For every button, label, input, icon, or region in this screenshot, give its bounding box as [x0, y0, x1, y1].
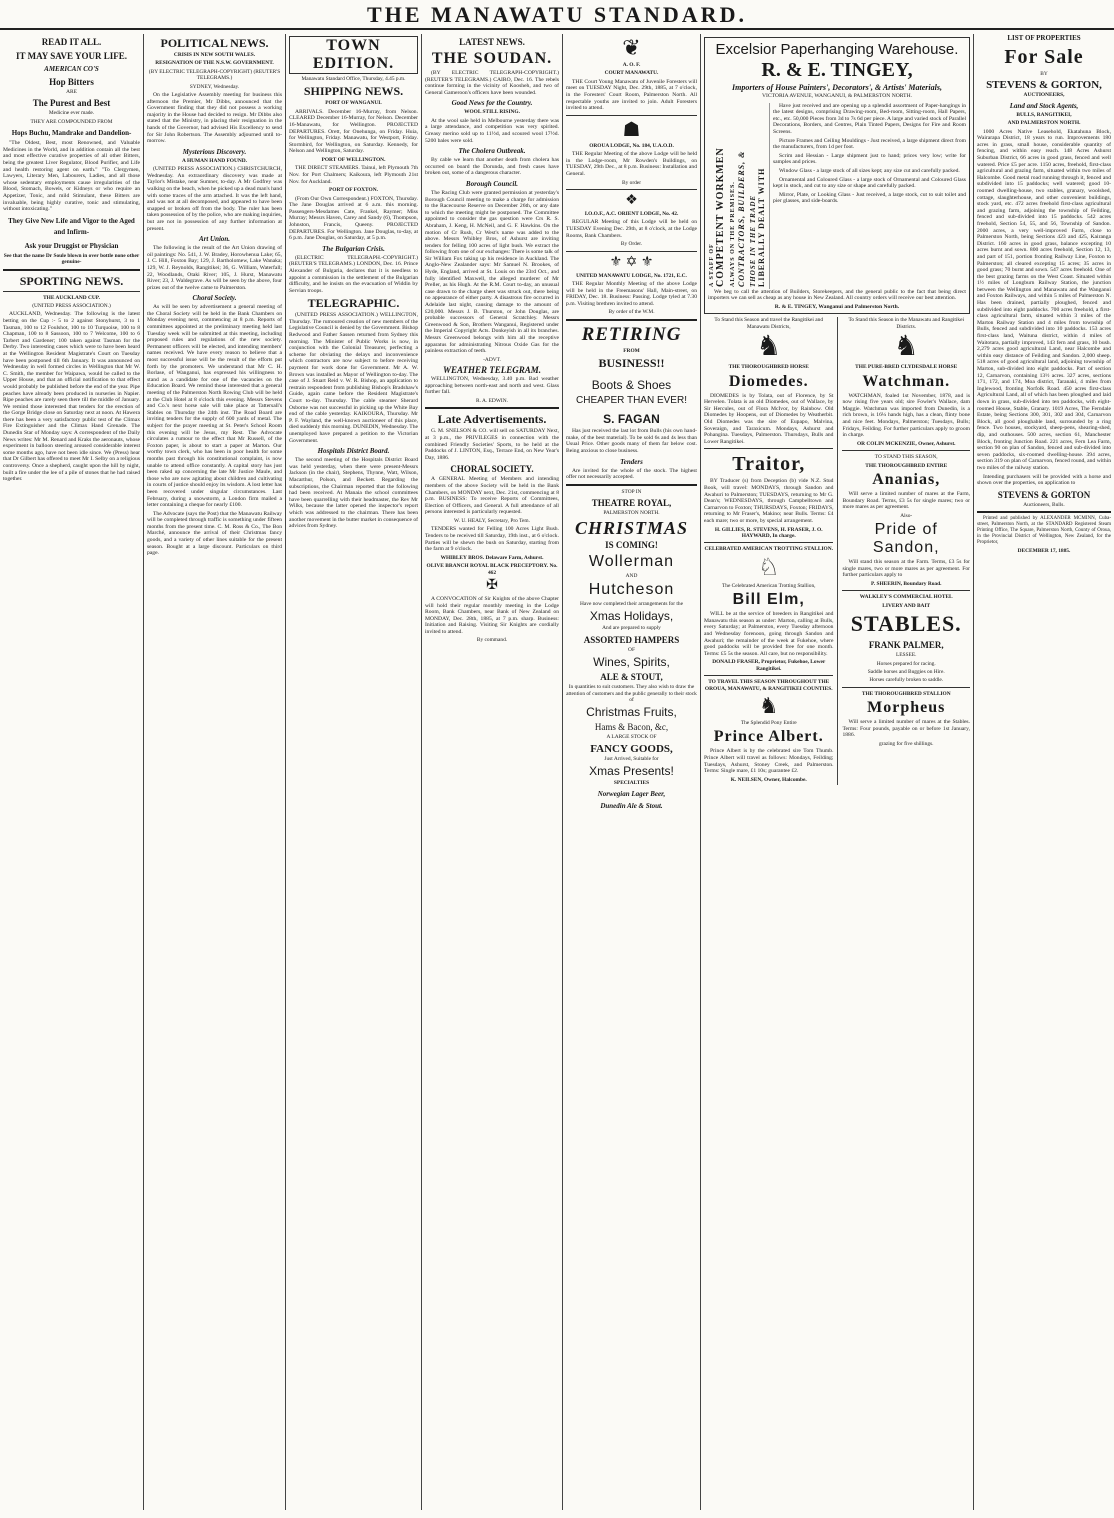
section-heading: TELEGRAPHIC. — [307, 296, 400, 311]
divider — [566, 484, 697, 486]
ad-headline: Boots & Shoes — [591, 378, 672, 393]
ad-subheadline: Importers of House Painters', Decorators', & Artists' Materials, — [732, 83, 942, 92]
ad-body: Will serve a limited number of mares at the Stables. Terms: Four pounds, payable on or before 1st January, 1886. — [842, 719, 970, 739]
ad-ingredients: Hops Buchu, Mandrake and Dandelion- — [11, 129, 132, 138]
article-body: The Racing Club were granted permission at yesterday's Borough Council meeting to make a charge for admission to the Racecourse Reserve on December 26th, or any date to which the meeting might be postponed. The Committee appointed to consider the gas question were Crs R. S. Abraham, J. Keng, H. McNeil, and G. F. Hawkins. On the motion of Cr Rush, Cr West's name was added to the above. Messrs Whibley Bros, of Ashurst are inviting tenders for felling 100 acres of light bush. We extract the following from one of our exchanges: There is some talk of Sir William Fox taking up his residence in Auckland. The Anglo-New Zealander says: Mr Samuel N. Brookes, of Hyde, England, arrived at St. Louis on the 23rd Oct., and fully identified Maxwell, the alleged murderer of Mr Preller, as his Hugh. At the R.M. Court to-day, an unusual case drawn to the charge sheet was struck out, there being no appearance of either party. A disastrous fire occurred in Adelaide last night, causing damage to the amount of £20,000. Messrs J. B. Thurston, or John Douglas, are probable successors of General Scratchley. Messrs Greenwood & Son, Brothers Wanganui, Registered under the Imperial Copyright Acts. Donkeyish in all its branches. Messrs Greenwood belongs with him all the receptive apparatus for administrating Nitrous Oxide Gas for the painless extraction of teeth. — [425, 189, 559, 355]
ad-body: We beg to call the attention of Builders, Storekeepers, and the general public to the fact that being direct importers we can sell as cheap as any house in New Zealand. All country orders will receive our best attention. — [708, 288, 966, 302]
ad-label: TO TRAVEL THIS SEASON THROUGHOUT THE OROUA, MANAWATU, & RANGITIKEI COUNTIES. — [704, 679, 833, 692]
article-body: (ELECTRIC TELEGRAPH.-COPYRIGHT.) (REUTER'S TELEGRAMS.) LONDON, Dec. 16. Prince Alexander of Bulgaria, declares that it is needless to appoint a commission in the settlement of the Bulgarian difficulty, and he insists on the evacuation of Widdin by Servian troops. — [289, 254, 418, 294]
signature: H. GILLIES, R. STEVENS, H. FRASER, J. O. HAYWARD, In charge. — [714, 526, 823, 539]
ad-headline: UNITED MANAWATU LODGE, No. 1721, E.C. — [576, 272, 687, 279]
ad-headline: STABLES. — [850, 611, 962, 637]
article-body: On the Legislative Assembly meeting for business this afternoon the Premier, Mr Dibbs, announced that the Government finding that they did not possess a working majority in the House had decided to resign. Mr Dibbs also stated that the Ministry, in placing their resignation in the hands of the Governor, had advised His Excellency to send for Sir John Robertson. The Assembly adjourned until to-morrow. — [147, 92, 282, 145]
ad-headline: Wines, Spirits, — [593, 655, 670, 670]
ad-headline: READ IT ALL. — [41, 37, 102, 47]
ad-text: Just Arrived, Suitable for — [604, 755, 659, 762]
article-headline: CRISIS IN NEW SOUTH WALES. — [173, 52, 256, 58]
ad-product: Hop Bitters — [49, 77, 94, 87]
article-headline: Borough Council. — [465, 179, 519, 188]
signature: K. NEILSEN, Owner, Halcombe. — [730, 776, 807, 783]
ad-body: A CONVOCATION of Sir Knights of the above Chapter will hold their regular monthly meeting in the Lodge Room, Bank Chambers, near Bank of New Zealand on MONDAY, Dec. 28th, 1885, at 7 p.m. sharp. Business: Initiation and Raising. Visiting Sir Knights are cordially invited to attend. — [425, 595, 559, 635]
column-7 — [974, 34, 1114, 1510]
signature: By order — [621, 179, 641, 186]
ad-name: Diomedes. — [728, 372, 809, 390]
ad-text: TO STAND THIS SEASON, — [874, 454, 938, 461]
ad-body: G. M. SNELSON & CO. will sell on SATURDAY Next, at 3 p.m., the PRIVILEGES in connection with the combined Friendly Societies' Sports, to be held at the Paddocks of J. LINTON, Esq., Terrace End, on New Year's Day, 1886. — [425, 428, 559, 461]
ad-text: Horses carefully broken to saddle. — [869, 677, 944, 684]
ad-address: BULLS, RANGITIKEI, — [1016, 111, 1072, 118]
edition-heading: TOWN EDITION. — [289, 36, 418, 74]
divider — [566, 115, 697, 116]
ad-text: ARE — [66, 89, 77, 95]
ad-text: LESSEE. — [895, 652, 917, 659]
divider — [566, 251, 697, 252]
ad-body: "The Oldest, Best, most Renowned, and Valuable Medicines in the World, and in addition contain all the best and most effective curative properties of all other Bitters, being the greatest Liver Regulator, Blood Purifier, and Life and health restoring agent on earth." "To Clergymen, Lawyers, Literary Men, Labourers, Ladies, and all those whose sedentary employments cause irregularities of the Blood, Stomach, Bowels, or Kidneys or who require an Appetizer, Tonic, and mild Stimulant, these Bitters are invaluable, being highly curative, tonic and stimulating, without intoxicating." — [3, 140, 140, 213]
article-headline: THE AUCKLAND CUP. — [43, 294, 100, 301]
pony-icon: ♞ — [758, 692, 779, 718]
ad-headline: Xmas Presents! — [589, 764, 674, 779]
ad-headline: Hams & Bacon, &c, — [594, 722, 669, 733]
ad-text: BY — [1040, 71, 1048, 77]
article-headline: The Bulgarian Crisis. — [322, 244, 385, 253]
ad-name: Watchman. — [862, 372, 951, 390]
banner-text: ALWAYS ON THE PREMISES. — [730, 180, 736, 287]
divider — [425, 407, 559, 409]
signature: W. U. HEALY, Secretary, Pro Tem. — [454, 517, 530, 524]
ad-headline: Ask your Druggist or Physician — [24, 241, 119, 250]
ad-text: STOP IN — [621, 488, 642, 495]
article-body: AUCKLAND, Wednesday. The following is the latest betting on the Cup :- 5 to 2 against Stonyhurst, 3 to 1 Tasman, 100 to 12 Foulshot, 100 to 10 Turquoise, 100 to 8 Chapman, 100 to 8 Sassoon, 100 to 7 Welcome, 100 to 6 Tarbert and Gardener; 100 taken against Tasman for the Derby. Two interesting cases which were to have been heard at the Wellington Resident Magistrate's Court on Tuesday have been postponed till 6th January. It was announced on Wednesday in well formed circles in Wellington that Mr W. C. Smith, the member for Waipawa, would be called to the Upper House, and that an official notification to that effect would probably be published before the end of the year. Pipe peaches have already been produced in nurseries in Napier. Ripe peaches are rarely seen there till the middle of January. We remind those interested that tenders for the erection of the Gorge Bridge close on Saturday next at noon. At Hawera there has been a very satisfactory public test of the Climax Fire Extinguisher and the Climax Hand Grenade. The Dunedin Star of Monday says: A correspondent of the Daily News writes: Mr M. Renard and Kraks the aeronauts, whose experiment in balloon steering aroused considerable interest some months ago, have not been idle since. We (Press) hear that Dr Gilbert has offered to meet Mr I. Selby on a religious controversy. Once a shepherd, caught upon the hill by night, built a fire under the lee of a pile of stones that he had raised together. — [3, 311, 140, 483]
ad-headline: WALKLEY'S COMMERCIAL HOTEL — [859, 594, 953, 601]
section-heading: SPORTING NEWS. — [19, 273, 124, 288]
ad-text: To Stand this Season in the Manawatu and Rangitikei Districts. — [848, 317, 964, 330]
article-headline: Choral Society. — [192, 294, 237, 303]
column-5 — [563, 34, 700, 1510]
ad-body: A GENERAL Meeting of Members and intending members of the above Society will be held in the Bank Chambers, on MONDAY next, Dec. 21st, commencing at 8 p.m. BUSINESS: To receive Reports of Committees, Election of Officers, and General. A full attendance of all persons interested is particularly requested. — [425, 476, 559, 516]
banner-text: A STAFF OF — [709, 242, 715, 287]
imprint-date: DECEMBER 17, 1885. — [1017, 548, 1071, 555]
ad-item: Mirror, Plate, or Looking Glass - Just received, a large stock, cut to suit toilet and pier glasses, and side-boards. — [773, 191, 966, 205]
article-headline: PORT OF WELLINGTON. — [321, 156, 386, 163]
ad-name: Morpheus — [867, 699, 946, 717]
ad-body: REGULAR Meeting of this Lodge will be held on TUESDAY Evening Dec. 29th, at 8 o'clock, at the Lodge Rooms, Bank Chambers. — [566, 219, 697, 239]
ad-text: PALMERSTON NORTH. — [603, 510, 660, 517]
dateline: SYDNEY, Wednesday. — [189, 83, 240, 90]
signature: By command. — [476, 637, 508, 644]
section-heading: LATEST NEWS. — [459, 37, 525, 47]
section-heading: Late Advertisements. — [437, 412, 547, 427]
ad-item: Ornamental and Coloured Glass - a large stock of Ornamental and Coloured Glass kept in stock, and cut to any size or shape and carefully packed. — [773, 176, 966, 190]
ad-body: Will stand this season at the Farm. Terms, £3 5s for single mares, two or more mares as per agreement. For further particulars apply to — [842, 559, 970, 579]
ad-text: AUCTIONEERS, — [1023, 92, 1065, 99]
divider — [977, 511, 1111, 513]
ad-body: Will serve a limited number of mares at the Farm, Boundary Road. Terms, £3 5s for single mares; two or more mares as per agreement. — [842, 490, 970, 511]
ad-name: STEVENS & GORTON — [997, 489, 1091, 500]
column-6 — [701, 34, 973, 1510]
divider — [704, 542, 833, 543]
column-3 — [286, 34, 421, 1510]
article-body: The second meeting of the Hospitals District Board was held yesterday, when there were present-Messrs Jackson (in the chair), Stephens, Thynne, Watt, Wilson, Macarthur, Polson, and Beckett. Regarding the subscriptions, the Chairman reported that the following had been received. At Manaia the school committees have been quarrelling with their headmaster, the Rev Mr Wilks, because the latter opened the inspector's report which was addressed to the chairman. There has been another movement in the butter market in consequence of advices from Sydney. — [289, 457, 418, 530]
ad-subheadline: Land and Stock Agents, — [1009, 101, 1079, 110]
tingey-ad — [704, 37, 970, 314]
ad-headline: A. O. F. — [622, 62, 641, 68]
ad-headline: Excelsior Paperhanging Warehouse. — [715, 41, 959, 58]
divider — [842, 687, 970, 688]
article-subheadline: A HUMAN HAND FOUND. — [182, 157, 247, 164]
signature: By order of the W.M. — [608, 309, 655, 316]
clydesdale-icon: ♞ — [893, 331, 919, 363]
ad-item: Scrim and Hessian - Large shipment just to hand; prices very low; write for samples and prices. — [773, 152, 966, 166]
ad-body: Has just received the last lot from Bulls (his own hand-make, of the best material). To be sold 6s and 4s less than Usual Price. Other goods many of them far below cost. Being anxious to close business. — [566, 428, 697, 454]
ad-headline: CHEAPER THAN EVER! — [576, 395, 687, 407]
ad-text: grazing for five shillings. — [878, 740, 934, 747]
ad-headline: OLIVE BRANCH ROYAL BLACK PRECEPTORY. No. 462 — [426, 563, 558, 576]
signature: By Order. — [620, 241, 643, 248]
subcolumn-left — [704, 317, 833, 785]
ad-text: A LARGE STOCK OF — [606, 734, 657, 741]
ad-headline: The Purest and Best — [32, 98, 111, 109]
ad-item: Window Glass - a large stock of all sizes kept; any size cut and carefully packed. — [779, 167, 960, 174]
ad-body: Prince Albert is by the celebrated sire Tom Thumb. Prince Albert will travel as follows: Mondays, Feilding; Tuesdays, Ashurst, Stoney Creek, and Palmerston. Terms: Single mare, £1 10s; guarantee £2. — [704, 748, 834, 775]
ad-text: Saddle horses and Buggies on Hire. — [867, 668, 945, 675]
article-body: ARRIVALS. December 16-Murray, from Nelson. CLEARED December 16-Murray, for Nelson. December 16-Manawatu, for Wellington. PROJECTED DEPARTURES. Orett, for Onehunga, on Friday. Huia, for Wellington, Friday. Manawatu, for Westport, Friday. Stormbird, for Wellington, on Saturday. Kennedy, for Nelson and Wellington, Saturday. — [289, 108, 418, 155]
ad-headline: THEATRE ROYAL, — [591, 498, 672, 509]
ad-headline: ALE & STOUT, — [600, 672, 663, 683]
article-subheadline: RESIGNATION OF THE N.S.W. GOVERNMENT. — [155, 60, 274, 67]
signature: P. SHEERIN, Boundary Road. — [870, 580, 942, 587]
ad-name: R. & E. TINGEY, — [761, 59, 913, 81]
ad-text: Medicine ever made. — [48, 110, 95, 117]
ad-name: Bill Elm, — [732, 591, 805, 609]
signature: R. A. EDWIN. — [476, 397, 508, 404]
ad-label: THE THOROUGHBRED STALLION — [861, 690, 951, 697]
article-body: By cable we learn that another death from cholera has occurred on board the Dorunda, and fresh cases have broken out, some of a dangerous character. — [425, 157, 559, 177]
druids-emblem-icon: ☗ — [622, 118, 641, 141]
ad-body: DIOMEDES is by Tolata, out of Florence, by St Hervelen. Tolata is an old Diomedes, out of Wallace, by Sir Hercules, out of Flora McIvor, by Rainbow. Old Diomedes by Hoopens, out of Diomedes by Weatherbit. Old Diomedes was the sire of Eupapo, Malvina, Soveraign, and Taraxicum. Mondays, Ashurst and Pohangina. Tuesdays, Palmerston. Thursdays, Bulls and Lower Rangitikei. — [704, 392, 834, 445]
ad-text: FROM — [623, 347, 640, 354]
ad-name: Hutcheson — [588, 580, 675, 598]
ad-body: THE Regular Meeting of the above Lodge will be held in the Lodge-room, Mr Rowden's Buildings, on TUESDAY, 29th Dec., at 8 p.m. Business: Installation and General. — [566, 151, 697, 177]
article-body: (BY ELECTRIC TELEGRAPH-COPYRIGHT.) (REUTER'S TELEGRAMS.) CAIRO, Dec. 16. The rebels continue forming in the vicinity of Koosheh, and two of General Gameroon's officers have been wounded. — [425, 70, 559, 96]
ad-headline: LIST OF PROPERTIES — [1007, 34, 1081, 42]
article-subheadline: WOOL STILL RISING. — [464, 109, 520, 116]
advt-mark: -ADVT. — [483, 356, 501, 363]
ad-headline: Tenders — [620, 457, 643, 466]
ad-headline: COURT MANAWATU. — [604, 70, 659, 77]
ad-headline: Christmas Fruits, — [586, 705, 677, 720]
ad-body: Have just received and are opening up a splendid assortment of Paper-hangings in the latest designs, comprising Drawing-room, Bed-room, Sitting-room, Hall Papers, etc., etc. 50,000 Pieces from 3d to 7s 6d per piece. A large and varied stock of Parallel Decorations, Borders, and Centres, Plain Tinted Papers, Designs for Fire and Room Screens. — [773, 102, 966, 135]
lodge-emblem-icon: ✠ — [486, 577, 498, 593]
ad-label: THE THOROUGHBRED ENTIRE — [865, 462, 948, 469]
trotter-icon: ♘ — [757, 554, 780, 581]
ad-headline: For Sale — [1004, 46, 1084, 68]
ad-body: WILL be at the service of breeders in Rangitikei and Manawatu this season as under: Marton, calling at Bulls, every Saturday; at Palmerston, every Tuesday afternoon and Wednesday forenoon, going through Sandon and Awahuri; the remainder of the week at Fukehoe, where good paddocks will be provided free for one month. Terms: £5 5s the season. All care, but no responsibility. — [704, 611, 834, 657]
ad-headline: LIVERY AND BAIT — [882, 602, 931, 609]
section-heading: SHIPPING NEWS. — [303, 84, 404, 99]
ad-item: Picture Frames and Ceiling Mouldings - Just received, a large shipment direct from the manufacturers, from 1d per foot. — [773, 137, 966, 151]
edition-time: Manawatu Standard Office, Thursday, 4.45 p.m. — [301, 76, 406, 82]
article-body: WELLINGTON, Wednesday, 3.40 p.m. Bad weather approaching between north-east and north and west. Glass further fall. — [425, 376, 559, 396]
vertical-banner — [708, 103, 770, 289]
signature: DONALD FRASER, Proprietor, Fukehoe, Lower Rangitikei. — [712, 659, 826, 672]
ad-label: CELEBRATED AMERICAN TROTTING STALLION. — [704, 546, 833, 553]
banner-text: COMPETENT WORKMEN — [715, 146, 726, 287]
article-body: At the wool sale held in Melbourne yesterday there was a large attendance, and competition was very spirited. Greasy merino sold up to 11½d, and scoured wool 17½d. 5200 bales were sold. — [425, 117, 559, 144]
ad-text: OF — [628, 646, 635, 653]
banner-text: LIBERALLY DEALT WITH — [757, 167, 766, 287]
ad-body: BY Traducer (s) from Deception (b) vide N.Z. Stud Book, will travel: MONDAYS, through Sandon and Awahuri to Palmerston; TUESDAYS, returning to Mr G. Dean's; WEDNESDAYS, through Campbelltown and Carnarvon to Foxton; THURSDAYS, Foxton; FRIDAYS, returning to Mr Fraser's, Makino; near Bulls. Terms: £4 each mare; two or more, by special arrangement. — [704, 478, 834, 524]
ad-headline: IS COMING! — [605, 539, 658, 550]
ad-name: S. FAGAN — [603, 412, 660, 427]
article-source: (BY ELECTRIC TELEGRAPH-COPYRIGHT) (REUTER'S TELEGRAMS.) — [148, 68, 281, 82]
article-body: The following is the result of the Art Union drawing of oil paintings: No. 541, J. W. Bradey, Horowhenua Lake; 65, J. C. Hill, Foxton Bay; 129, J. Bartholomew, Lake Wanaka; 129, W. J. Reynolds, Rangitikei; 36, G. William, Waterfall; 22, Woodlands, Otaki River; 105, J. Hurst, Manawatu River; 23, J. Waldegrave. As will be seen by the above, four prizes out of the twelve came to Palmerston. — [147, 245, 282, 291]
article-headline: Mysterious Discovery. — [182, 147, 247, 156]
ad-headline: Xmas Holidays, — [589, 609, 674, 624]
ad-warning: See that the name Dr Soule blown in over bottle none other genuine- — [3, 252, 140, 266]
ad-text: SPECIALTIES — [613, 780, 650, 787]
ad-body: THE Regular Monthly Meeting of the above Lodge will be held in the Freemasons' Hall, Main-street, on FRIDAY, Dec. 18. Business: Passing. Lodge tyled at 7.30 p.m. Visiting brethren invited to attend. — [566, 280, 697, 307]
banner-text: CONTRACTORS, BUILDERS, & — [737, 150, 746, 287]
ad-text: To Stand this Season and travel the Rangitikei and Manawatu Districts, — [714, 317, 824, 330]
ad-name: Ananias, — [872, 470, 941, 488]
ad-body: TENDERS wanted for Felling 100 Acres Light Bush. Tenders to be received till Saturday, 19th inst., at 6 o'clock. Parties will be shewn the bush on Saturday, starting from the farm at 9 o'clock. — [425, 526, 559, 553]
article-body: (From Our Own Correspondent.) FOXTON, Thursday. The Jane Douglas arrived at 6 a.m. this morning. Passengers-Mesdames Cate, Frankel, Raymer; Miss Murray; Messrs Haven, Carey and Sandy (6), Thompson, Johnston, Francis, Queeny. PROJECTED DEPARTURES. For Wellington. Jane Douglas, to-day, at 6 p.m. Jane Douglas, on Saturday, at 5 p.m. — [289, 195, 418, 242]
ad-name: Traitor, — [732, 453, 806, 476]
article-body: (UNITED PRESS ASSOCIATION.) WELLINGTON, Thursday. The rumoured creation of new members of the Legislative Council is denied by the Government. Bishop Redwood and Father Sassen returned from Sydney this morning. The Minister of Public Works is now, in conjunction with the Colonial Treasurer, perfecting a scheme for obviating the delays and inconvenience which contractors are now subject to before receiving payment for work done for Government. Mr A. W. Brown was installed as Mayor of Wellington to-day. The case of J. Stuart Reid v. W. R. Bishop, an application to restrain respondent from publishing Bishop's Bradshaw's Guide, again came before the Resident Magistrate's Court to-day. Thursday. The cable steamer Sherard Osborne was not successful in picking up the White Bay end of the cable yesterday. KAIKOURA, Thursday. Mr P. F. Wayland, the well-known auctioneer of this place, died suddenly this morning. DUNEDIN, Wednesday. The unemployed have prepared a petition to the Victorian Government. — [289, 312, 418, 444]
column-4 — [422, 34, 562, 1510]
article-headline: PORT OF FOXTON. — [329, 187, 378, 194]
signature: OR COLIN MCKENZIE, Owner, Ashurst. — [856, 440, 956, 447]
ad-headline: CHRISTMAS — [574, 517, 689, 538]
ad-name: FRANK PALMER, — [868, 640, 944, 651]
ad-headline: OROUA LODGE, No. 184, U.A.O.D. — [589, 142, 674, 149]
ad-body: WATCHMAN, foaled 1st November, 1878, and is now rising five years old; sire Fowler's Wallace, dam Maggie. Watchman was imported from Dunedin, is a rich brown, is 16¼ hands high, has a clean, flinty bone and nice feet. Mondays, Palmerston; Tuesdays, Bulls; Fridays, Feilding. For further particulars apply to groom in charge. — [842, 392, 970, 439]
ad-label: THE THOROUGHBRED HORSE — [728, 364, 809, 371]
subcolumn-rule — [837, 317, 838, 785]
masonic-emblem-icon: ⚜ ✡ ⚜ — [609, 254, 654, 270]
signature: R. & E. TINGEY, Wanganui and Palmerston North. — [774, 303, 900, 310]
divider — [704, 675, 833, 676]
ad-label: The Celebrated American Trotting Stallion, — [721, 582, 816, 589]
ad-text: Also- — [900, 512, 913, 519]
newspaper-title: THE MANAWATU STANDARD. — [367, 2, 747, 27]
article-headline: PORT OF WANGANUI. — [325, 100, 382, 107]
ad-label: The Splendid Pony Entire — [740, 719, 797, 726]
divider — [566, 189, 697, 190]
ad-text: In quantities to suit customers. They also wish to draw the attention of customers and the public generally to their stock of — [566, 684, 697, 703]
section-heading: POLITICAL NEWS. — [160, 36, 269, 50]
ad-address: AND PALMERSTON NORTH. — [1007, 120, 1081, 127]
article-body: THE DIRECT STEAMERS. Tainui, left Plymouth 7th Nov. for Port Chalmers; Kaikoura, left Plymouth 21st Nov. for Auckland. — [289, 165, 418, 185]
oddfellows-emblem-icon: ❖ — [625, 192, 638, 208]
divider — [704, 448, 833, 449]
ad-text: THEY ARE COMPOUNDED FROM — [30, 118, 113, 125]
ad-name: Wollerman — [588, 552, 675, 570]
ad-address: VICTORIA AVENUE, WANGANUI, & PALMERSTON NORTH. — [761, 93, 913, 99]
divider — [842, 450, 970, 451]
ad-headline: RETIRING — [581, 323, 682, 345]
ad-body: THE Court Young Manawatu of Juvenile Foresters will meet on TUESDAY Night, Dec. 29th, 1885, at 7 o'clock, in the Foresters' Court Room, Palmerston North. All respectable youths are invited to join. Adult Foresters invited to attend. — [566, 78, 697, 112]
ad-address: Auctioneers, Bulls. — [1023, 501, 1065, 508]
ad-text: Norwegian Lager Beer, — [597, 789, 666, 798]
divider — [842, 590, 970, 591]
column-2 — [144, 34, 285, 1510]
ad-name: Pride of Sandon, — [872, 521, 940, 557]
horse-icon: ♞ — [756, 331, 782, 363]
article-body: (UNITED PRESS ASSOCIATION.) CHRISTCHURCH, Wednesday. An extraordinary discovery was made at Taylor's Mistake, near Sumner, to-day. A Mr Godfrey was walking on the beach, when he picked up a dead man's hand with some traces of the arm attached. It was the left hand, and was not at all decomposed, and appeared to have been snapped or broken off from the body. The ruler has been taken possession of by the police, who are making inquiries, but are not in possession of any further information at present. — [147, 166, 282, 232]
ad-text: AND — [625, 572, 638, 579]
article-headline: Good News for the Country. — [451, 99, 533, 108]
ad-name: STEVENS & GORTON, — [986, 79, 1102, 92]
section-heading: THE SOUDAN. — [431, 50, 553, 67]
ad-body: Intending purchasers will be provided with a horse and shown over the properties, on application to — [977, 473, 1111, 487]
divider — [566, 319, 697, 321]
ad-text: Dunedin Ale & Stout. — [600, 801, 663, 810]
article-headline: Hospitals District Board. — [317, 447, 390, 456]
imprint: Printed and published by ALEXANDER MCMINN, Cuba-street, Palmerston North, at the STANDARD Registered Steam Printing Office, The Square, Palmerston North, County of Oroua, in the Provincial District of Wellington, New Zealand, for the Proprietor, — [977, 516, 1111, 546]
ad-headline: FANCY GOODS, — [590, 742, 673, 755]
ad-text: And are prepared to supply — [602, 625, 661, 632]
article-headline: Art Union. — [198, 235, 231, 244]
subcolumn-right — [842, 317, 970, 785]
ad-headline: They Give New Life and Vigor to the Aged and Infirm- — [8, 216, 135, 236]
article-body: As will be seen by advertisement a general meeting of the Choral Society will be held in the Bank Chambers on Monday evening next, commencing at 8 p.m. Reports of committees appointed at the preliminary meeting held last Tuesday week will be submitted at this meeting, including proposed rules and regulations of the new society. Permanent officers will be elected, and intending members' names received. We have every reason to believe that a most successful issue will be the result of the efforts put forth by the promoters. We understand that Mr C. H. Borlase, of Wanganui, has expressed his willingness to stand as a candidate for one of the vacancies on the Education Board. We remind those interested that a general meeting of the Palmerston North Rowing Club will be held at the Club Hotel at 8 o'clock this evening. Messrs Stevens and Co.'s next horse sale will take place at Tattersall's Stables on Thursday the 24th inst. The Road Board are inviting tenders for the supply of 600 yards of metal. The subject for the prayer meeting at St. Peter's School Room this evening will be Jesus, my Rest. The Advocate circulates a rumour to the effect that Mr Russell, of the Foxton paper, is about to start a paper at Marton. Our worthy town clerk, who has been in poor health for some months past through his constitutional complaint, is now unable to attend office constantly. A capital story has just been raked up concerning the late Mr Justice Maule, and those who are now agitating about children and cultivating in courts of justice should enjoy its wisdom. A lost letter has been recovered under singular circumstances. Last February, during a snowstorm, a London firm mailed a letter containing a cheque for nearly £100. — [147, 304, 282, 509]
ad-headline: BUSINESS!! — [598, 356, 665, 371]
banner-text: THOSE IN THE TRADE — [749, 194, 757, 287]
column-1 — [0, 34, 143, 1510]
ad-label: THE PURE-BRED CLYDESDALE HORSE — [855, 364, 958, 371]
ad-name: Prince Albert. — [713, 728, 824, 746]
ad-headline: I.O.O.F., A.C. ORIENT LODGE, No. 42. — [584, 210, 679, 217]
ad-text: Horses prepared for racing. — [876, 660, 936, 667]
ad-headline: CHORAL SOCIETY. — [450, 464, 534, 475]
ad-text: Have now completed their arrangements for the — [580, 600, 683, 607]
article-body: The Advocate (says the Post) that the Manawatu Railway will be completed through traffic is something under fifteen months from the present time. C. M. Ross & Co., The Bon Marché, announce the arrival of their Christmas fancy goods, and a variety of other lines suitable for the present season. Bought at a large discount. Particulars on third page. — [147, 510, 282, 557]
signature: WHIBLEY BROS. Delaware Farm, Ashurst. — [440, 554, 544, 561]
ad-brand: AMERICAN CO'S — [44, 65, 99, 73]
article-headline: WEATHER TELEGRAM. — [442, 365, 542, 376]
ad-body: Are invited for the whole of the stock. The highest offer not necessarily accepted. — [566, 467, 697, 481]
divider — [3, 269, 140, 271]
divider — [3, 291, 140, 292]
article-headline: The Cholera Outbreak. — [458, 147, 526, 156]
masthead — [0, 0, 1114, 30]
article-source: (UNITED PRESS ASSOCIATION.) — [32, 302, 111, 309]
foresters-emblem-icon: ❦ — [622, 35, 641, 60]
ad-headline: ASSORTED HAMPERS — [583, 634, 680, 645]
ad-headline: IT MAY SAVE YOUR LIFE. — [16, 51, 127, 61]
property-list: 1000 Acres Native Leasehold, Ekatahuna Block, Wairarapa District, 18 years to run. Improvements 180 acres in grass, small house, considerable quantity of fencing, and within easy reach. 148 Acres Ashurst Suburban District, 66 acres in good grass, fenced and well watered. Price £5 per acre. 1150 acres, freehold, first-class agricultural and grazing farm, situated within two miles of Halcombe. Good metal road running through it, fenced and subdivided into 15 paddocks; well watered; good 10-roomed dwelling-house, two stables, granary, woolshed, cottage, slaughterhouse, and other convenient buildings, stock yard, etc. 472 acres freehold first-class agricultural and grazing farm, adjoining the township of Feilding, fenced and sub-divided into 15 paddocks. 542 acres freehold, Section 54, 55, and 56, Township of Sandon. 2000 acres, a very well-improved Farm, close to Palmerston North, being Sections 423 and 425, Kairanga District. 160 acres in good grass, balance excepting 10 acres burnt and sown. 800 acres freehold, Section 12, 13, and part of 151, portion fronting Railway Line, Foxton to Palmerston; all cleared excepting 15 acres; 35 acres in good grass; 70 burnt and sown. 547 acres freehold. One of the best grazing farms on the West Coast. Situated within 1½ miles of Longburn Railway Station, the junction between the Wellington and Manawatu and the Wanganui and Foxton Railways, and within 5 miles of Palmerston N. Has been drained, partially ploughed, fenced and subdivided into eight paddocks. 700 acres freehold, a first-class agricultural farm, situated within 3 miles of the Marton Railway Station and 4 miles from township of Bulls, fenced and subdivided into 10 paddocks. 153 acres first-class land, Waituna district, within 4 miles of Waitotara, partially improved, 143 fern and grass, 10 bush. 2,279 acres good agricultural Land, near Halcombe and within easy distance of Feilding and Sandon. 2,000 sheep. 518 acres of good agricultural land, adjoining township of Marton, sub-divided into eight paddocks. Part of section 12, Carnarvon, containing 13½ acres. 327 acres, sections 171, 172, and 174, Moa district, Taranaki, 4 miles from Inglewood, fronting Norfolk Road. 450 acres first-class Agricultural Land, all of which has been ploughed and laid down in grass, sub-divided into ten paddocks, with eight-roomed House, Stable, Granary. 1019 Acres, The Ferndale Estate, being Sections 300, 301, 302 and 304, Carnarvon Block, all good ploughable land, surrounded by a ring fence. Two houses, stockyard, sheep-pens, shearing-shed, dip, and outhouses. 500 acres, section 61, Manchester Block, fronting Junction Road. 221 acres, Fern Lea Farm, section 90 on plan of Sandon, fenced and sub-divided into seven paddocks, six-roomed dwelling-house. 394 acres, section 319 on plan of Carnarvon, fenced round, and within two miles of the railway station. — [977, 128, 1111, 471]
